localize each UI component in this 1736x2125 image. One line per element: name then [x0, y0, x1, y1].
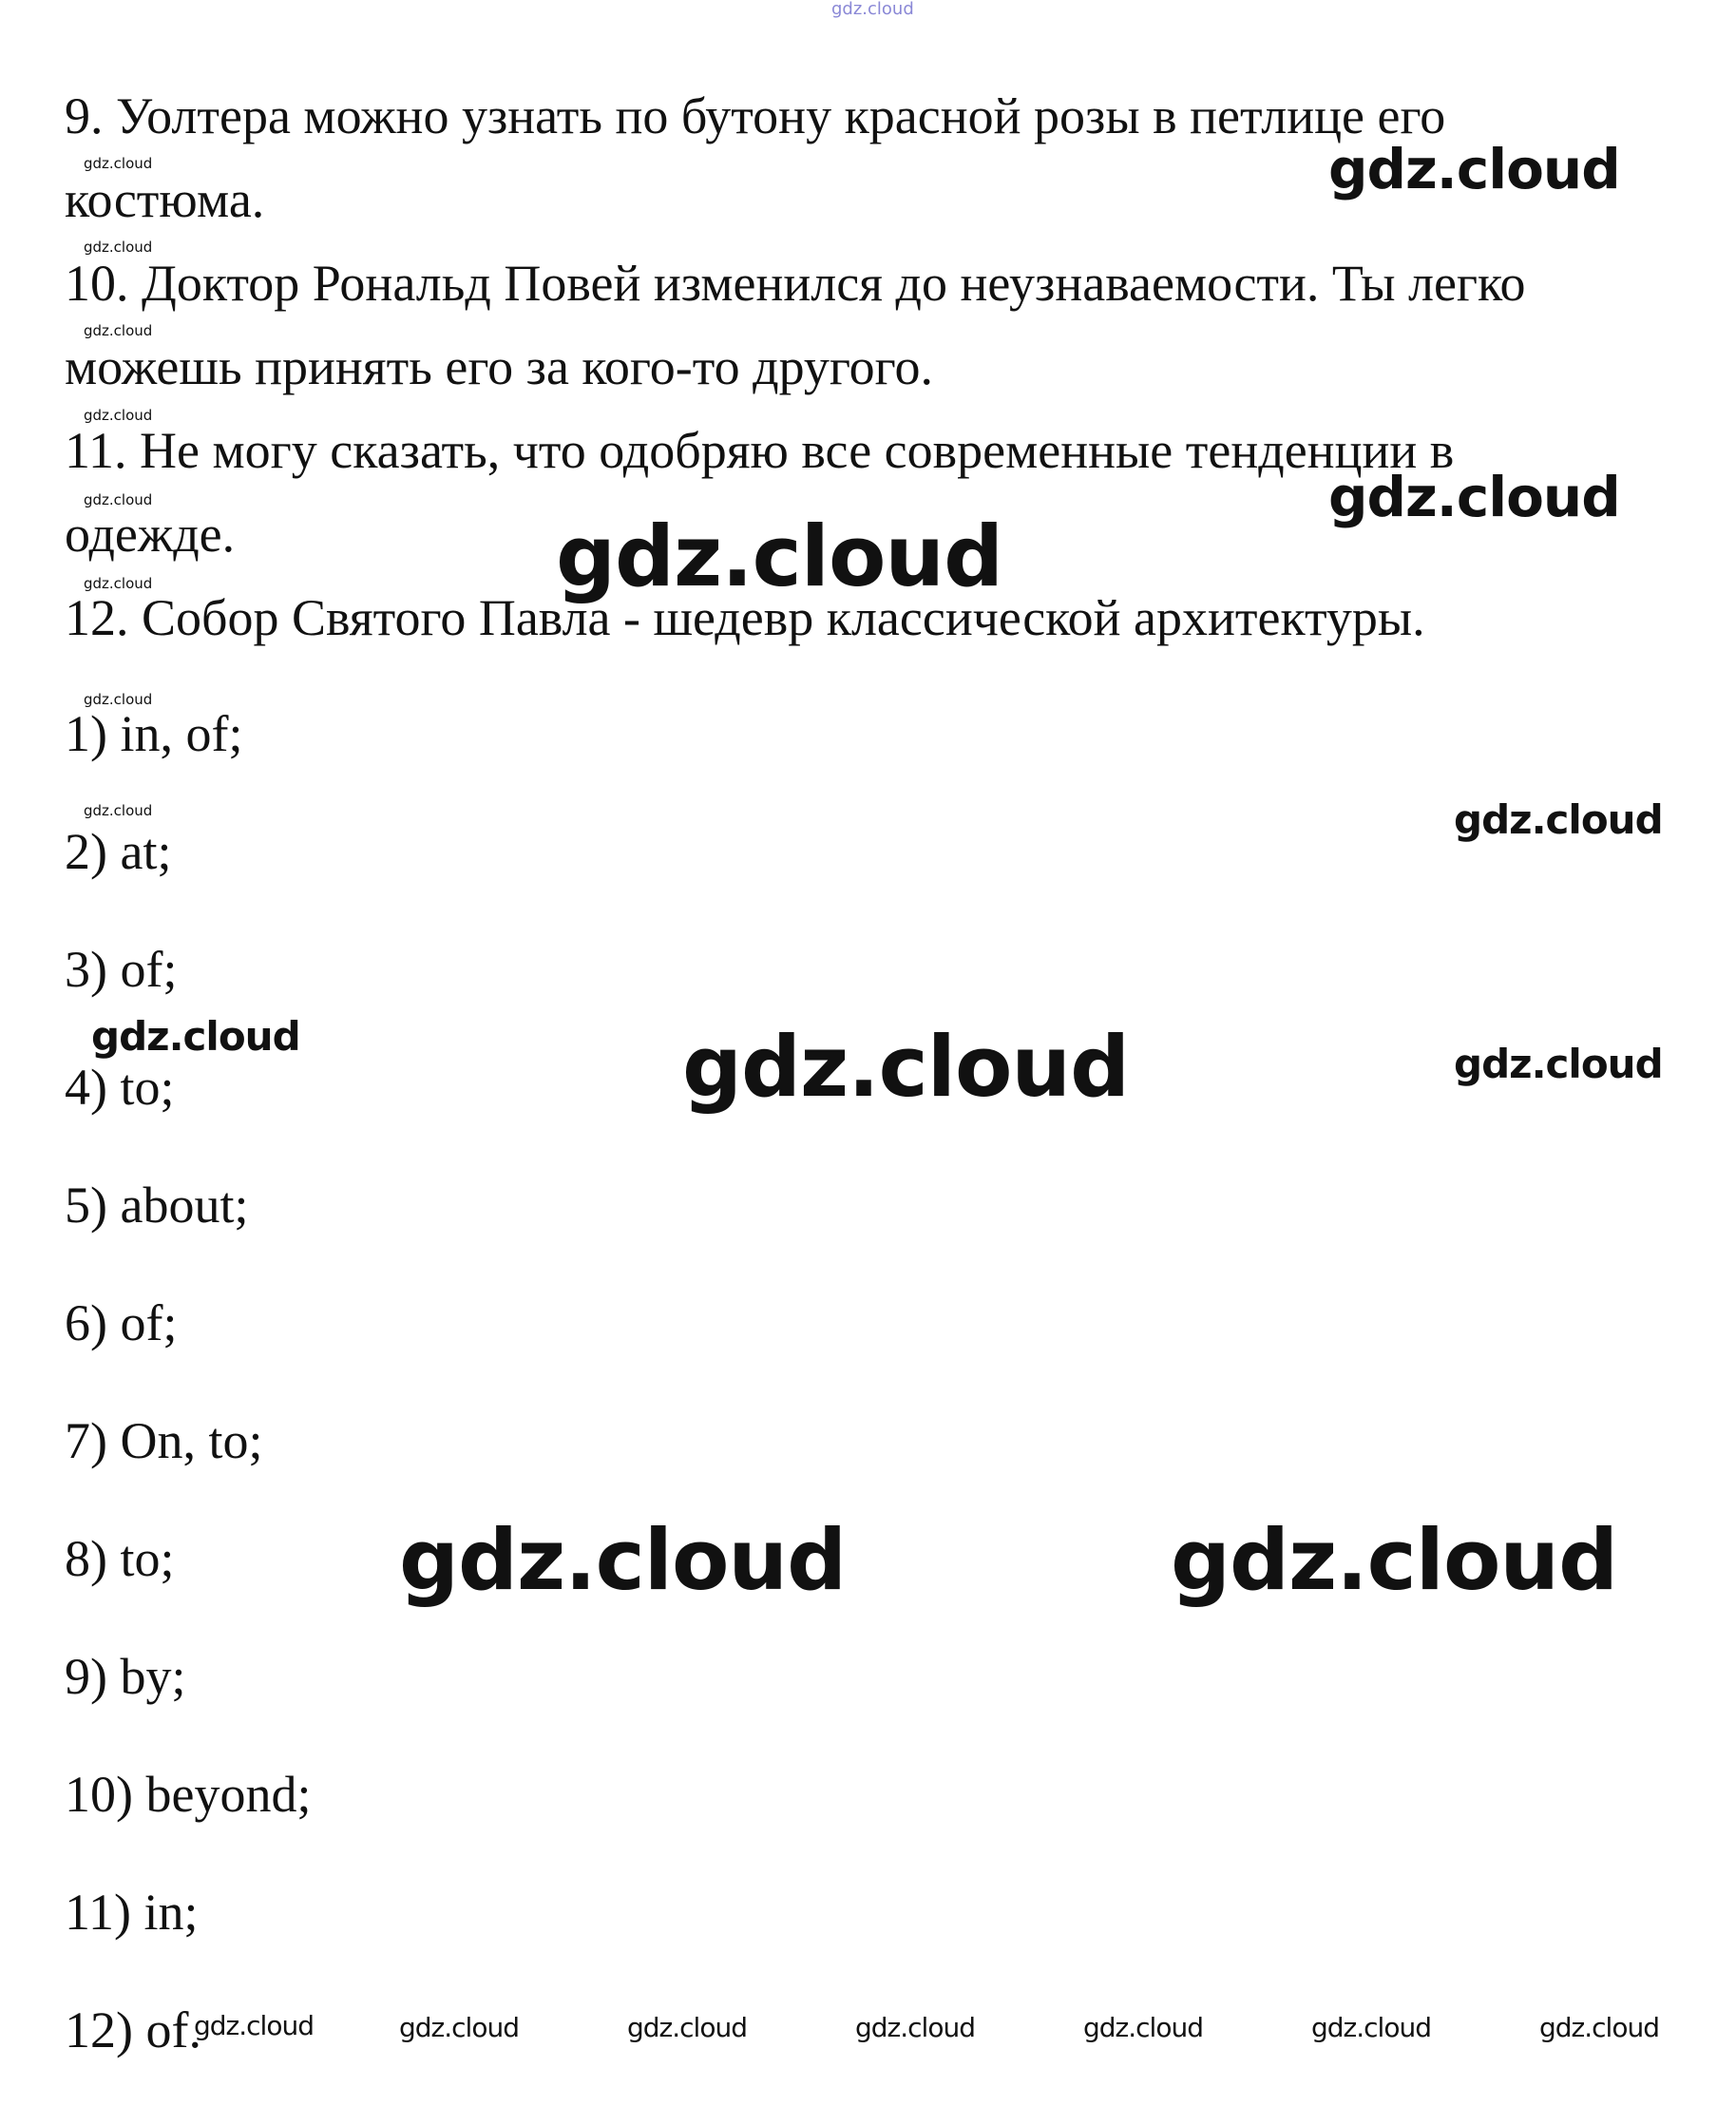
watermark-large: gdz.cloud [682, 1018, 1130, 1116]
sentence-11-line-2: одежде. [65, 506, 236, 563]
watermark-top: gdz.cloud [831, 0, 914, 19]
answer-9: 9) by; [65, 1648, 186, 1705]
answer-1: 1) in, of; [65, 705, 243, 762]
sentence-9-line-1: 9. Уолтера можно узнать по бутону красной розы в петлице его [65, 87, 1446, 144]
watermark-small: gdz.cloud [84, 691, 153, 708]
watermark: gdz.cloud [1454, 1041, 1663, 1087]
watermark: gdz.cloud [91, 1013, 300, 1060]
watermark-small: gdz.cloud [84, 802, 153, 819]
watermark-bottom: gdz.cloud [627, 2012, 747, 2043]
answer-2: 2) at; [65, 823, 172, 880]
sentence-10-line-2: можешь принять его за кого-то другого. [65, 338, 933, 395]
watermark-small: gdz.cloud [84, 155, 153, 172]
watermark-large: gdz.cloud [1171, 1511, 1618, 1609]
watermark-small: gdz.cloud [84, 322, 153, 339]
sentence-11-line-1: 11. Не могу сказать, что одобряю все современные тенденции в [65, 422, 1455, 479]
answer-5: 5) about; [65, 1177, 249, 1234]
answer-7: 7) On, to; [65, 1412, 263, 1469]
watermark-small: gdz.cloud [84, 239, 153, 256]
answer-10: 10) beyond; [65, 1766, 312, 1823]
watermark-bottom: gdz.cloud [399, 2012, 519, 2043]
watermark: gdz.cloud [1328, 137, 1620, 201]
sentence-12: 12. Собор Святого Павла - шедевр классической архитектуры. [65, 589, 1425, 646]
answer-3: 3) of; [65, 941, 178, 998]
watermark-large: gdz.cloud [556, 507, 1003, 605]
sentence-9-line-2: костюма. [65, 171, 265, 228]
answer-4: 4) to; [65, 1059, 175, 1116]
answer-11: 11) in; [65, 1884, 199, 1941]
answer-8: 8) to; [65, 1530, 175, 1587]
watermark: gdz.cloud [1328, 465, 1620, 529]
sentence-10-line-1: 10. Доктор Рональд Повей изменился до неузнаваемости. Ты легко [65, 255, 1526, 312]
watermark-small: gdz.cloud [84, 575, 153, 592]
answer-12: 12) of. [65, 2001, 201, 2058]
watermark-small: gdz.cloud [84, 491, 153, 508]
watermark-bottom: gdz.cloud [1311, 2012, 1431, 2043]
watermark-bottom: gdz.cloud [1539, 2012, 1659, 2043]
watermark-bottom: gdz.cloud [194, 2010, 314, 2041]
watermark: gdz.cloud [1454, 796, 1663, 843]
watermark-large: gdz.cloud [399, 1511, 847, 1609]
answer-6: 6) of; [65, 1294, 178, 1351]
watermark-small: gdz.cloud [84, 407, 153, 424]
watermark-bottom: gdz.cloud [855, 2012, 975, 2043]
watermark-bottom: gdz.cloud [1083, 2012, 1203, 2043]
